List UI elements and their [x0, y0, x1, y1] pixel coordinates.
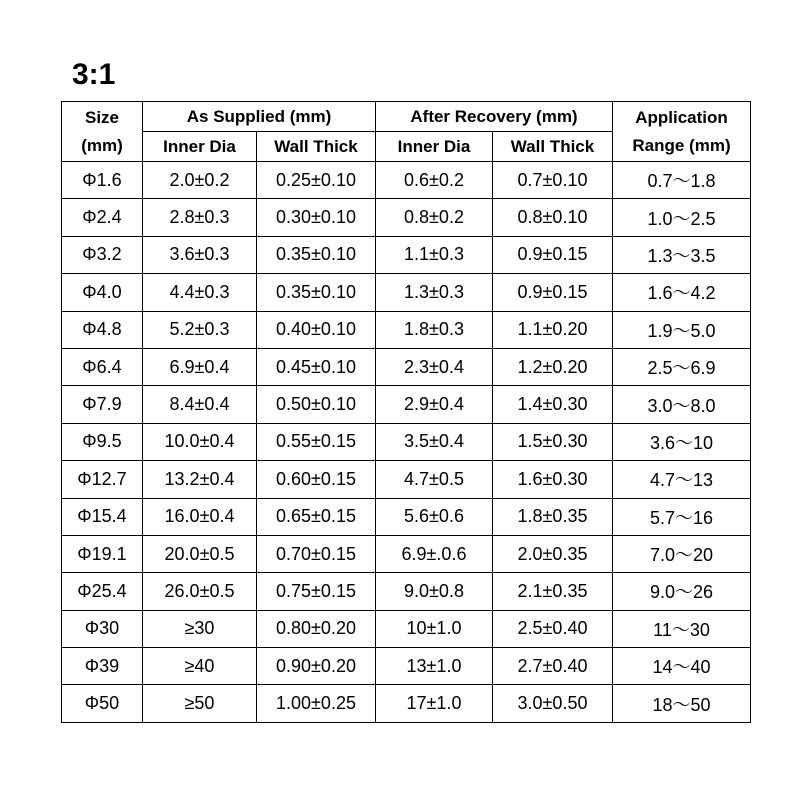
- after-recovery-header: After Recovery (mm): [376, 102, 613, 132]
- supplied-wall-thick-cell: 0.65±0.15: [257, 498, 376, 535]
- application-range-cell: 3.6～10: [613, 423, 751, 460]
- recovered-wall-thick-cell: 2.0±0.35: [493, 535, 613, 572]
- supplied-inner-dia-cell: 13.2±0.4: [143, 461, 257, 498]
- recovered-inner-dia-cell: 10±1.0: [376, 610, 493, 647]
- application-range-cell: 1.0～2.5: [613, 199, 751, 236]
- recovered-inner-dia-cell: 1.3±0.3: [376, 274, 493, 311]
- size-cell: Φ15.4: [62, 498, 143, 535]
- table-row: [62, 423, 751, 460]
- supplied-wall-thick-cell: 0.70±0.15: [257, 535, 376, 572]
- recovered-inner-dia-cell: 1.8±0.3: [376, 311, 493, 348]
- table-body: [62, 162, 751, 723]
- supplied-wall-thick-cell: 0.35±0.10: [257, 236, 376, 273]
- supplied-inner-dia-cell: 8.4±0.4: [143, 386, 257, 423]
- application-range-cell: 1.3～3.5: [613, 236, 751, 273]
- table-row: [62, 348, 751, 385]
- application-range-cell: 5.7～16: [613, 498, 751, 535]
- application-header-line2: Range (mm): [632, 135, 731, 155]
- size-cell: Φ3.2: [62, 236, 143, 273]
- table-row: [62, 236, 751, 273]
- size-cell: Φ1.6: [62, 162, 143, 199]
- recovered-wall-thick-cell: 1.5±0.30: [493, 423, 613, 460]
- table-row: [62, 648, 751, 685]
- table-row: [62, 311, 751, 348]
- supplied-wall-thick-cell: 0.90±0.20: [257, 648, 376, 685]
- supplied-wall-thick-cell: 0.25±0.10: [257, 162, 376, 199]
- recovered-wall-thick-cell: 2.1±0.35: [493, 573, 613, 610]
- size-cell: Φ4.8: [62, 311, 143, 348]
- recovered-wall-thick-cell: 2.5±0.40: [493, 610, 613, 647]
- as-supplied-header: As Supplied (mm): [143, 102, 376, 132]
- supplied-wall-thick-header: Wall Thick: [257, 132, 376, 162]
- size-cell: Φ30: [62, 610, 143, 647]
- spec-table: [61, 101, 751, 723]
- recovered-inner-dia-cell: 6.9±.0.6: [376, 535, 493, 572]
- supplied-inner-dia-header: Inner Dia: [143, 132, 257, 162]
- table-row: [62, 274, 751, 311]
- supplied-inner-dia-cell: 2.8±0.3: [143, 199, 257, 236]
- table-row: [62, 573, 751, 610]
- ratio-title: 3:1: [72, 58, 116, 91]
- recovered-inner-dia-cell: 2.9±0.4: [376, 386, 493, 423]
- application-range-cell: 4.7～13: [613, 461, 751, 498]
- recovered-inner-dia-header: Inner Dia: [376, 132, 493, 162]
- recovered-wall-thick-cell: 2.7±0.40: [493, 648, 613, 685]
- supplied-inner-dia-cell: ≥50: [143, 685, 257, 722]
- size-cell: Φ7.9: [62, 386, 143, 423]
- recovered-wall-thick-cell: 3.0±0.50: [493, 685, 613, 722]
- application-range-cell: 1.9～5.0: [613, 311, 751, 348]
- application-range-cell: 7.0～20: [613, 535, 751, 572]
- supplied-inner-dia-cell: 20.0±0.5: [143, 535, 257, 572]
- size-cell: Φ4.0: [62, 274, 143, 311]
- recovered-wall-thick-cell: 0.9±0.15: [493, 236, 613, 273]
- supplied-wall-thick-cell: 0.55±0.15: [257, 423, 376, 460]
- supplied-inner-dia-cell: 16.0±0.4: [143, 498, 257, 535]
- supplied-wall-thick-cell: 0.30±0.10: [257, 199, 376, 236]
- supplied-inner-dia-cell: ≥30: [143, 610, 257, 647]
- application-range-cell: 1.6～4.2: [613, 274, 751, 311]
- supplied-inner-dia-cell: 5.2±0.3: [143, 311, 257, 348]
- table-row: [62, 386, 751, 423]
- table-row: [62, 162, 751, 199]
- application-range-cell: 18～50: [613, 685, 751, 722]
- supplied-inner-dia-cell: 26.0±0.5: [143, 573, 257, 610]
- recovered-inner-dia-cell: 0.8±0.2: [376, 199, 493, 236]
- size-cell: Φ12.7: [62, 461, 143, 498]
- application-range-cell: 14～40: [613, 648, 751, 685]
- supplied-inner-dia-cell: 6.9±0.4: [143, 348, 257, 385]
- recovered-inner-dia-cell: 13±1.0: [376, 648, 493, 685]
- application-header-line1: Application: [635, 107, 728, 127]
- recovered-wall-thick-cell: 0.7±0.10: [493, 162, 613, 199]
- supplied-wall-thick-cell: 0.50±0.10: [257, 386, 376, 423]
- recovered-wall-thick-cell: 0.8±0.10: [493, 199, 613, 236]
- table-row: [62, 498, 751, 535]
- application-range-cell: 9.0～26: [613, 573, 751, 610]
- recovered-inner-dia-cell: 0.6±0.2: [376, 162, 493, 199]
- size-header-line2: (mm): [81, 135, 123, 155]
- supplied-wall-thick-cell: 0.75±0.15: [257, 573, 376, 610]
- supplied-inner-dia-cell: 2.0±0.2: [143, 162, 257, 199]
- size-cell: Φ2.4: [62, 199, 143, 236]
- header-row-1: [62, 102, 751, 132]
- recovered-wall-thick-cell: 1.1±0.20: [493, 311, 613, 348]
- recovered-wall-thick-cell: 1.8±0.35: [493, 498, 613, 535]
- supplied-wall-thick-cell: 0.60±0.15: [257, 461, 376, 498]
- table-row: [62, 199, 751, 236]
- recovered-inner-dia-cell: 5.6±0.6: [376, 498, 493, 535]
- recovered-wall-thick-cell: 0.9±0.15: [493, 274, 613, 311]
- size-cell: Φ39: [62, 648, 143, 685]
- supplied-inner-dia-cell: 10.0±0.4: [143, 423, 257, 460]
- recovered-wall-thick-cell: 1.6±0.30: [493, 461, 613, 498]
- supplied-inner-dia-cell: ≥40: [143, 648, 257, 685]
- recovered-inner-dia-cell: 1.1±0.3: [376, 236, 493, 273]
- table-row: [62, 461, 751, 498]
- table-row: [62, 685, 751, 722]
- supplied-wall-thick-cell: 0.35±0.10: [257, 274, 376, 311]
- size-cell: Φ9.5: [62, 423, 143, 460]
- application-range-cell: 11～30: [613, 610, 751, 647]
- recovered-inner-dia-cell: 3.5±0.4: [376, 423, 493, 460]
- recovered-inner-dia-cell: 2.3±0.4: [376, 348, 493, 385]
- recovered-wall-thick-cell: 1.2±0.20: [493, 348, 613, 385]
- supplied-wall-thick-cell: 1.00±0.25: [257, 685, 376, 722]
- size-cell: Φ50: [62, 685, 143, 722]
- size-cell: Φ6.4: [62, 348, 143, 385]
- recovered-wall-thick-header: Wall Thick: [493, 132, 613, 162]
- application-range-header: [613, 102, 751, 162]
- supplied-wall-thick-cell: 0.45±0.10: [257, 348, 376, 385]
- application-range-cell: 2.5～6.9: [613, 348, 751, 385]
- recovered-inner-dia-cell: 4.7±0.5: [376, 461, 493, 498]
- recovered-inner-dia-cell: 9.0±0.8: [376, 573, 493, 610]
- supplied-wall-thick-cell: 0.40±0.10: [257, 311, 376, 348]
- table-row: [62, 610, 751, 647]
- supplied-inner-dia-cell: 4.4±0.3: [143, 274, 257, 311]
- recovered-wall-thick-cell: 1.4±0.30: [493, 386, 613, 423]
- size-header: [62, 102, 143, 162]
- size-cell: Φ19.1: [62, 535, 143, 572]
- application-range-cell: 0.7～1.8: [613, 162, 751, 199]
- application-range-cell: 3.0～8.0: [613, 386, 751, 423]
- size-cell: Φ25.4: [62, 573, 143, 610]
- supplied-wall-thick-cell: 0.80±0.20: [257, 610, 376, 647]
- recovered-inner-dia-cell: 17±1.0: [376, 685, 493, 722]
- size-header-line1: Size: [84, 107, 120, 127]
- supplied-inner-dia-cell: 3.6±0.3: [143, 236, 257, 273]
- table-row: [62, 535, 751, 572]
